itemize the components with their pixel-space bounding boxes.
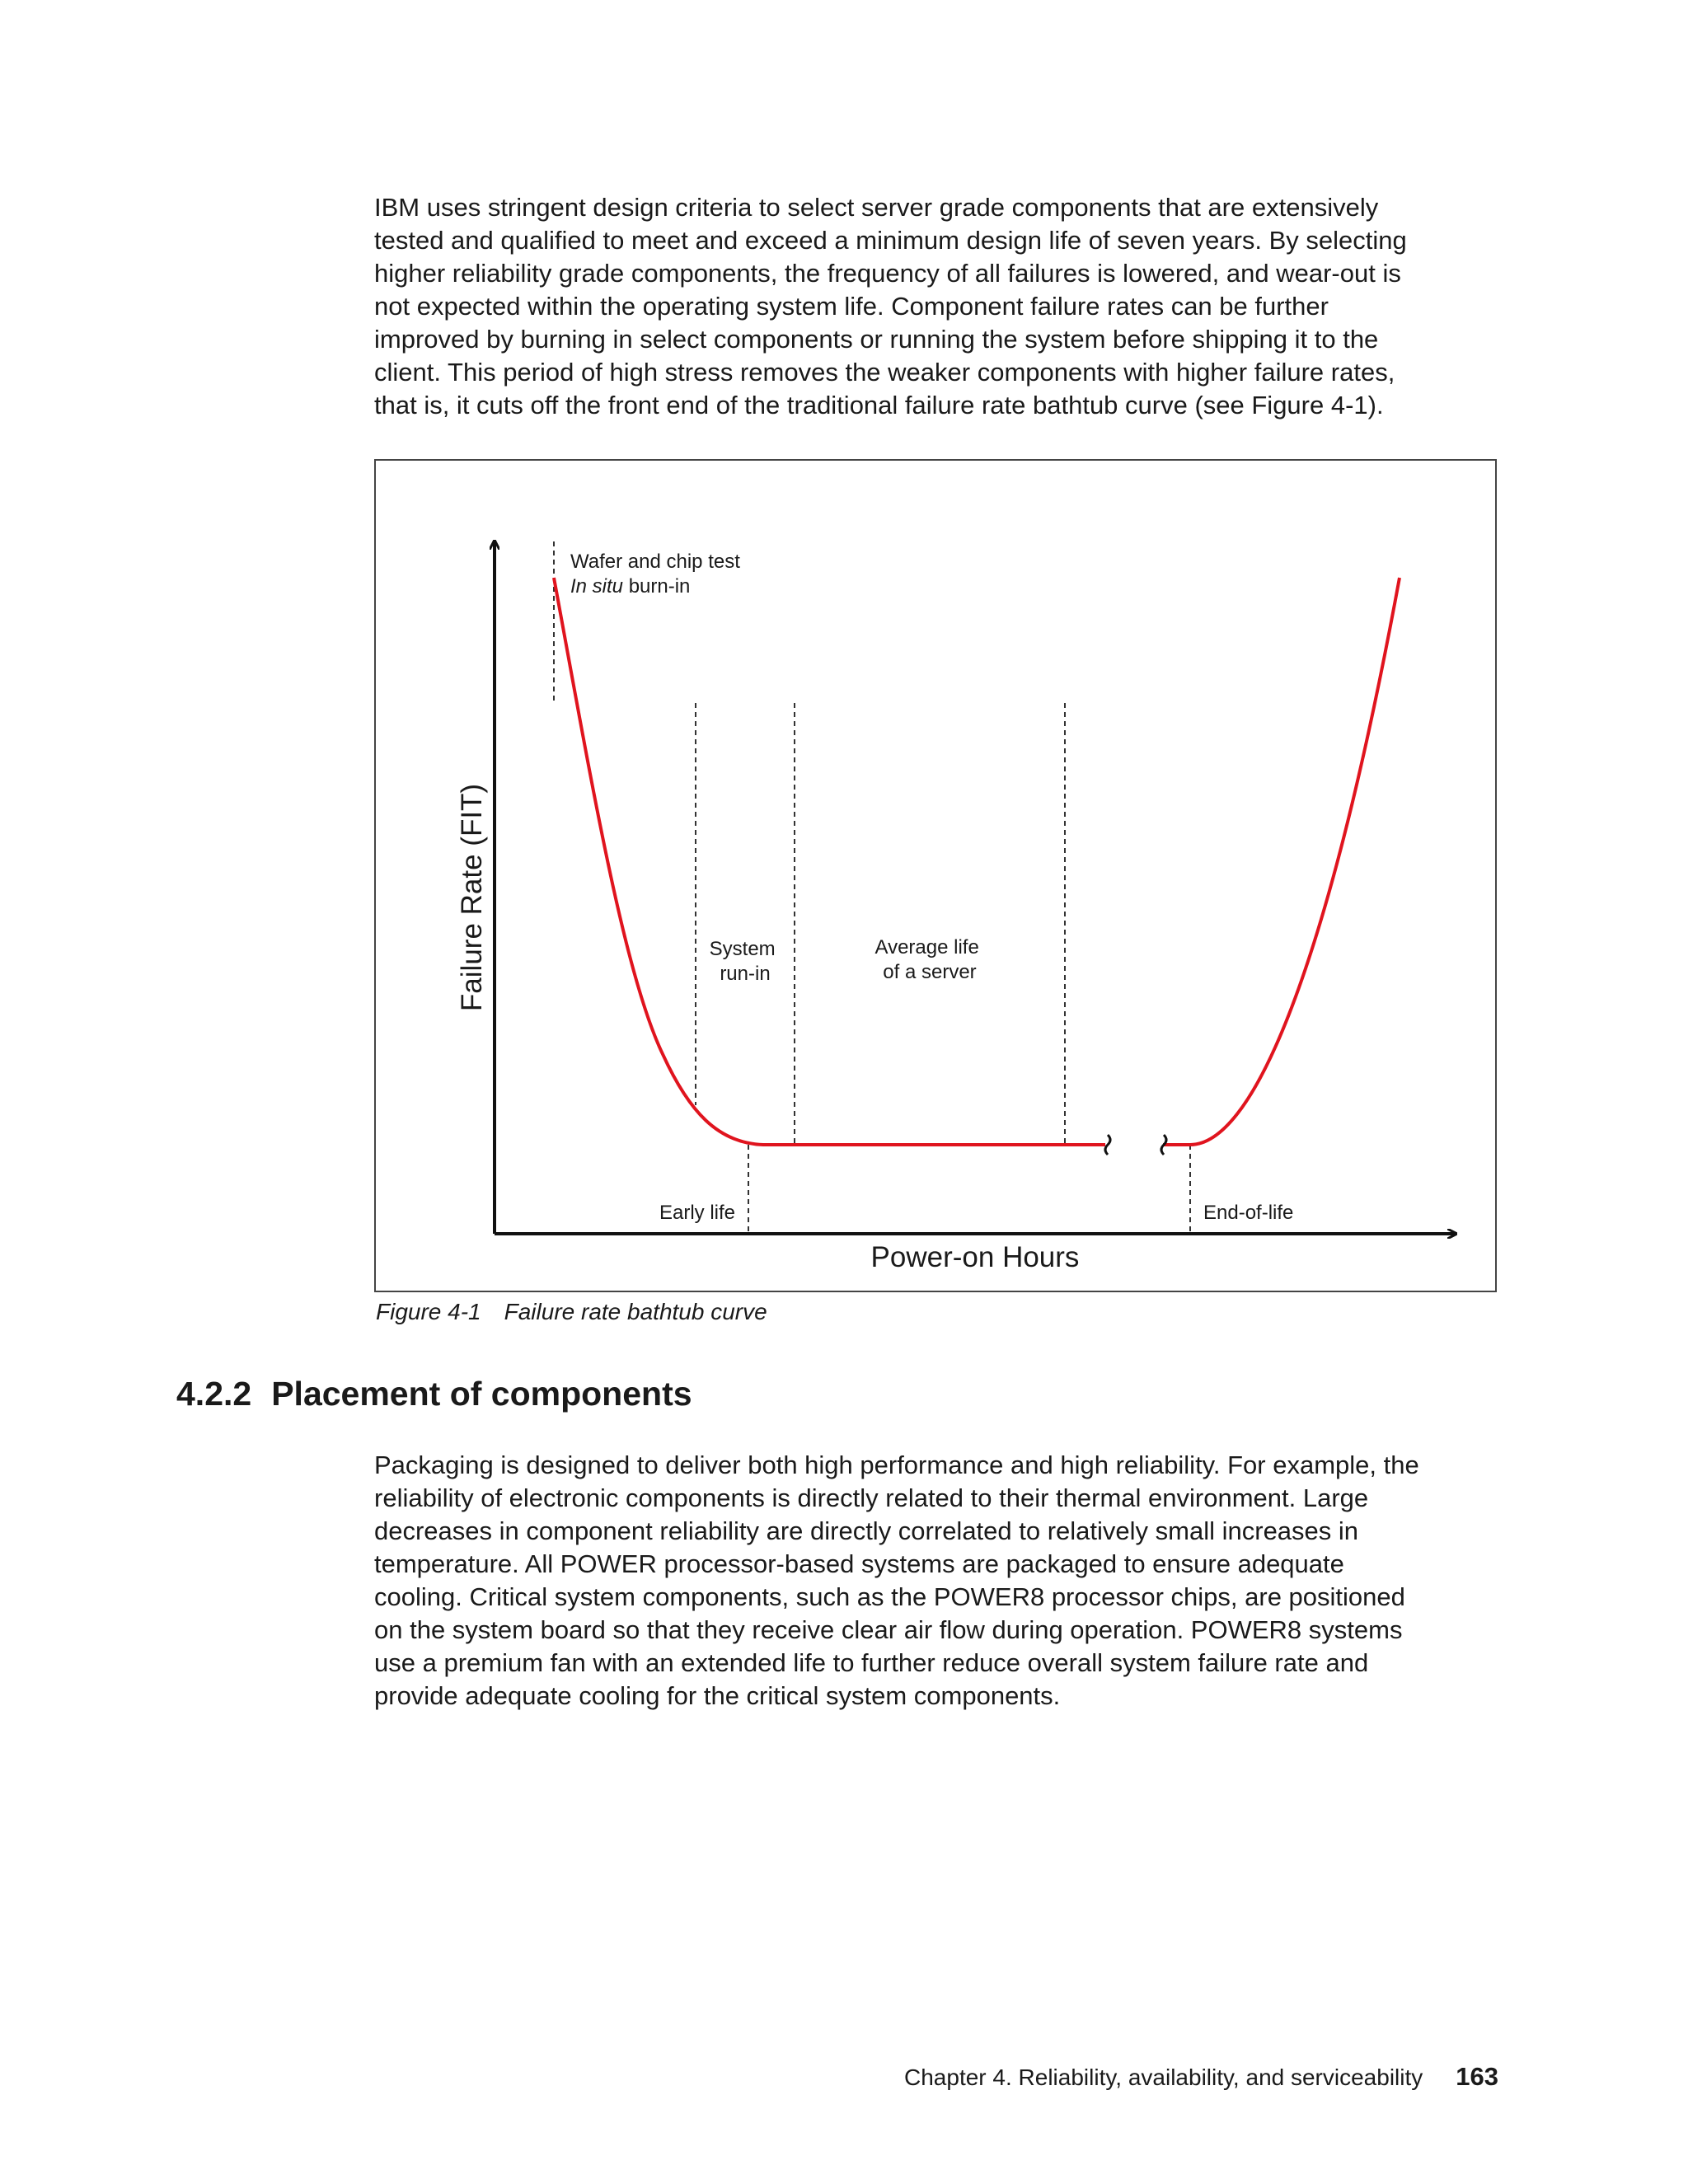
failure-curve-early	[554, 578, 1105, 1145]
section-number: 4.2.2	[176, 1375, 252, 1413]
intro-line: IBM uses stringent design criteria to select server grade components that are extensively	[374, 193, 1379, 222]
x-axis-label: Power-on Hours	[870, 1241, 1080, 1273]
section-heading	[176, 1375, 692, 1413]
figure-number: Figure 4-1	[376, 1299, 481, 1324]
wafer-chip-test-label: Wafer and chip test	[570, 551, 740, 573]
page-number: 163	[1456, 2062, 1498, 2091]
early-life-label: Early life	[659, 1202, 735, 1224]
body-line: cooling. Critical system components, such as the POWER8 processor chips, are positioned	[374, 1582, 1405, 1611]
intro-line: client. This period of high stress removes the weaker components with higher failure rates,	[374, 358, 1395, 387]
page-footer	[904, 2062, 1498, 2092]
system-runin-label: System run-in	[709, 938, 776, 985]
body-line: provide adequate cooling for the critical system components.	[374, 1681, 1061, 1710]
body-paragraph	[374, 1449, 1528, 1713]
intro-paragraph	[374, 191, 1528, 422]
chapter-title: Chapter 4. Reliability, availability, and serviceability	[904, 2064, 1423, 2090]
figure-title: Failure rate bathtub curve	[504, 1299, 767, 1324]
figure-caption	[376, 1299, 767, 1325]
end-of-life-label: End-of-life	[1203, 1202, 1294, 1224]
in-situ-burn-in-label: In situ burn-in	[570, 575, 691, 598]
intro-line: tested and qualified to meet and exceed a minimum design life of seven years. By selecting	[374, 226, 1407, 255]
figure-bathtub-curve	[374, 459, 1497, 1292]
intro-line: higher reliability grade components, the frequency of all failures is lowered, and wear-out is	[374, 259, 1401, 288]
intro-line: improved by burning in select components or running the system before shipping it to the	[374, 325, 1379, 354]
body-line: Packaging is designed to deliver both high performance and high reliability. For example, the	[374, 1451, 1419, 1479]
section-title: Placement of components	[271, 1375, 692, 1413]
body-line: temperature. All POWER processor-based systems are packaged to ensure adequate	[374, 1549, 1344, 1578]
y-axis-label: Failure Rate (FIT)	[456, 783, 488, 1012]
body-line: use a premium fan with an extended life to further reduce overall system failure rate and	[374, 1648, 1369, 1677]
body-line: on the system board so that they receive clear air flow during operation. POWER8 systems	[374, 1615, 1403, 1644]
average-life-label: Average life of a server	[874, 936, 979, 983]
axis-break-left	[1105, 1135, 1110, 1155]
bathtub-diagram	[376, 461, 1498, 1294]
body-line: reliability of electronic components is directly related to their thermal environment. Large	[374, 1483, 1369, 1512]
intro-line: that is, it cuts off the front end of the traditional failure rate bathtub curve (see Figure 4-1).	[374, 391, 1384, 419]
intro-line: not expected within the operating system life. Component failure rates can be further	[374, 292, 1329, 321]
body-line: decreases in component reliability are directly correlated to relatively small increases in	[374, 1516, 1359, 1545]
failure-curve-wearout	[1163, 578, 1400, 1145]
